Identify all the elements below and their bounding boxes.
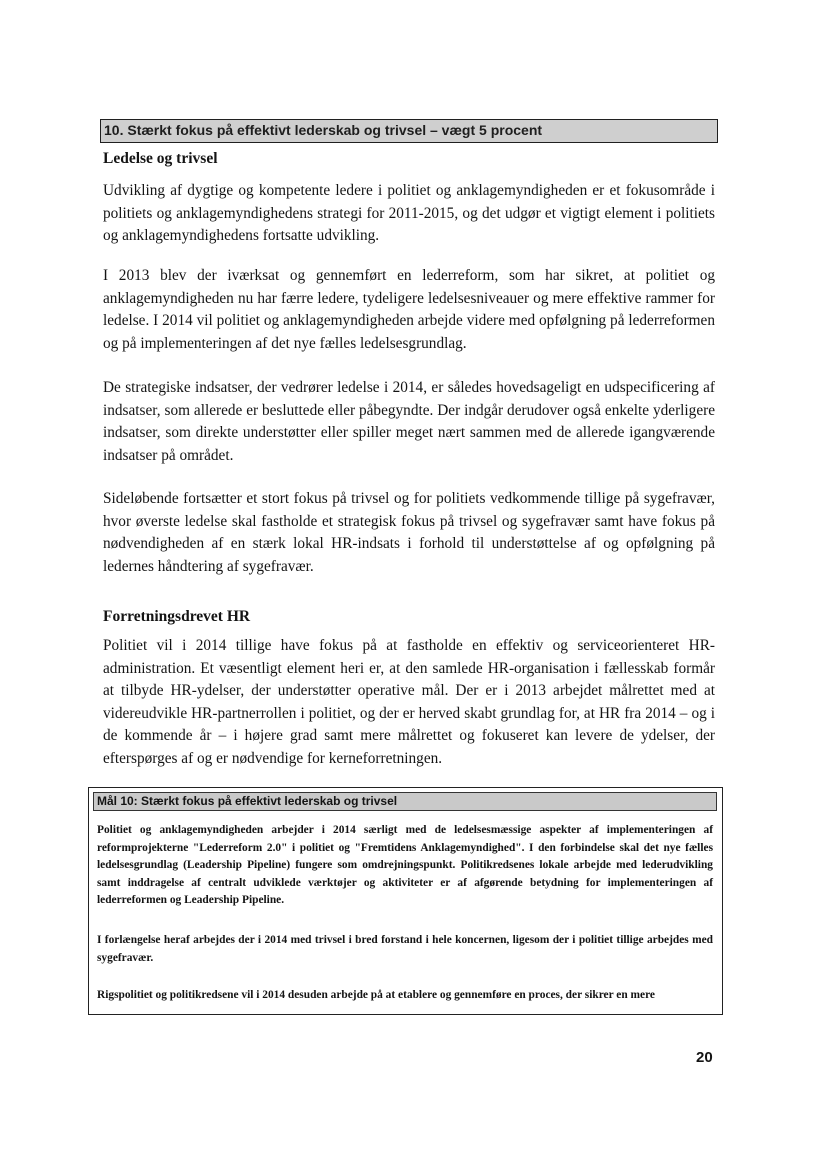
goal-box-paragraph: I forlængelse heraf arbejdes der i 2014 med trivsel i bred forstand i hele koncernen, ligesom der i politiet tillige arbejdes med sygefravær. <box>97 934 713 964</box>
goal-box-title-bar <box>93 792 717 811</box>
goal-box <box>88 787 723 1015</box>
paragraph: Sideløbende fortsætter et stort fokus på trivsel og for politiets vedkommende tillige på sygefravær, hvor øverste ledelse skal fastholde et strategisk fokus på trivsel og sygefravær samt have fokus på nødvendigheden af en stærk lokal HR-indsats i forhold til understøttelse af og opfølgning på ledernes håndtering af sygefravær. <box>103 490 715 575</box>
goal-box-paragraph: Politiet og anklagemyndigheden arbejder i 2014 særligt med de ledelsesmæssige aspekter af implementeringen af reformprojekterne "Lederreform 2.0" i politiet og "Fremtidens Anklagemyndighed". I den forbindelse skal det nye fælles ledelsesgrundlag (Leadership Pipeline) fungere som omdrejningspunkt. Politikredsenes lokale arbejde med lederudvikling samt inddragelse af centralt udviklede værktøjer og aktiviteter er af afgørende betydning for implementeringen af lederreformen og Leadership Pipeline. <box>97 824 713 906</box>
paragraph: I 2013 blev der iværksat og gennemført en lederreform, som har sikret, at politiet og anklagemyndigheden nu har færre ledere, tydeligere ledelsesniveauer og mere effektive rammer for ledelse. I 2014 vil politiet og anklagemyndigheden arbejde videre med opfølgning på lederreformen og på implementeringen af det nye fælles ledelsesgrundlag. <box>103 267 715 352</box>
paragraph: De strategiske indsatser, der vedrører ledelse i 2014, er således hovedsageligt en udspecificering af indsatser, som allerede er besluttede eller påbegyndte. Der indgår derudover også enkelte yderligere indsatser, som direkte understøtter eller spiller meget nært sammen med de allerede igangværende indsatser på området. <box>103 379 715 464</box>
goal-box-paragraph: Rigspolitiet og politikredsene vil i 2014 desuden arbejde på at etablere og gennemføre en proces, der sikrer en mere <box>97 989 655 1001</box>
paragraph: Udvikling af dygtige og kompetente ledere i politiet og anklagemyndigheden er et fokusområde i politiets og anklagemyndighedens strategi for 2011-2015, og det udgør et vigtigt element i politiets og anklagemyndighedens fortsatte udvikling. <box>103 182 715 244</box>
paragraph: Politiet vil i 2014 tillige have fokus på at fastholde en effektiv og serviceorienteret HR-administration. Et væsentligt element heri er, at den samlede HR-organisation i fællesskab formår at tilbyde HR-ydelser, der understøtter operative mål. Der er i 2013 arbejdet målrettet med at videreudvikle HR-partnerrollen i politiet, og der er herved skabt grundlag for, at HR fra 2014 – og i de kommende år – i højere grad samt mere målrettet og fokuseret kan levere de ydelser, der efterspørges af og er nødvendige for kerneforretningen. <box>103 637 715 767</box>
goal-box-title: Mål 10: Stærkt fokus på effektivt lederskab og trivsel <box>97 794 398 808</box>
section-heading-bar <box>100 119 718 143</box>
subheading-ledelse-og-trivsel: Ledelse og trivsel <box>103 150 218 167</box>
section-heading: 10. Stærkt fokus på effektivt lederskab og trivsel – vægt 5 procent <box>104 122 543 138</box>
page-number: 20 <box>696 1049 713 1066</box>
subheading-forretningsdrevet-hr: Forretningsdrevet HR <box>103 608 251 625</box>
